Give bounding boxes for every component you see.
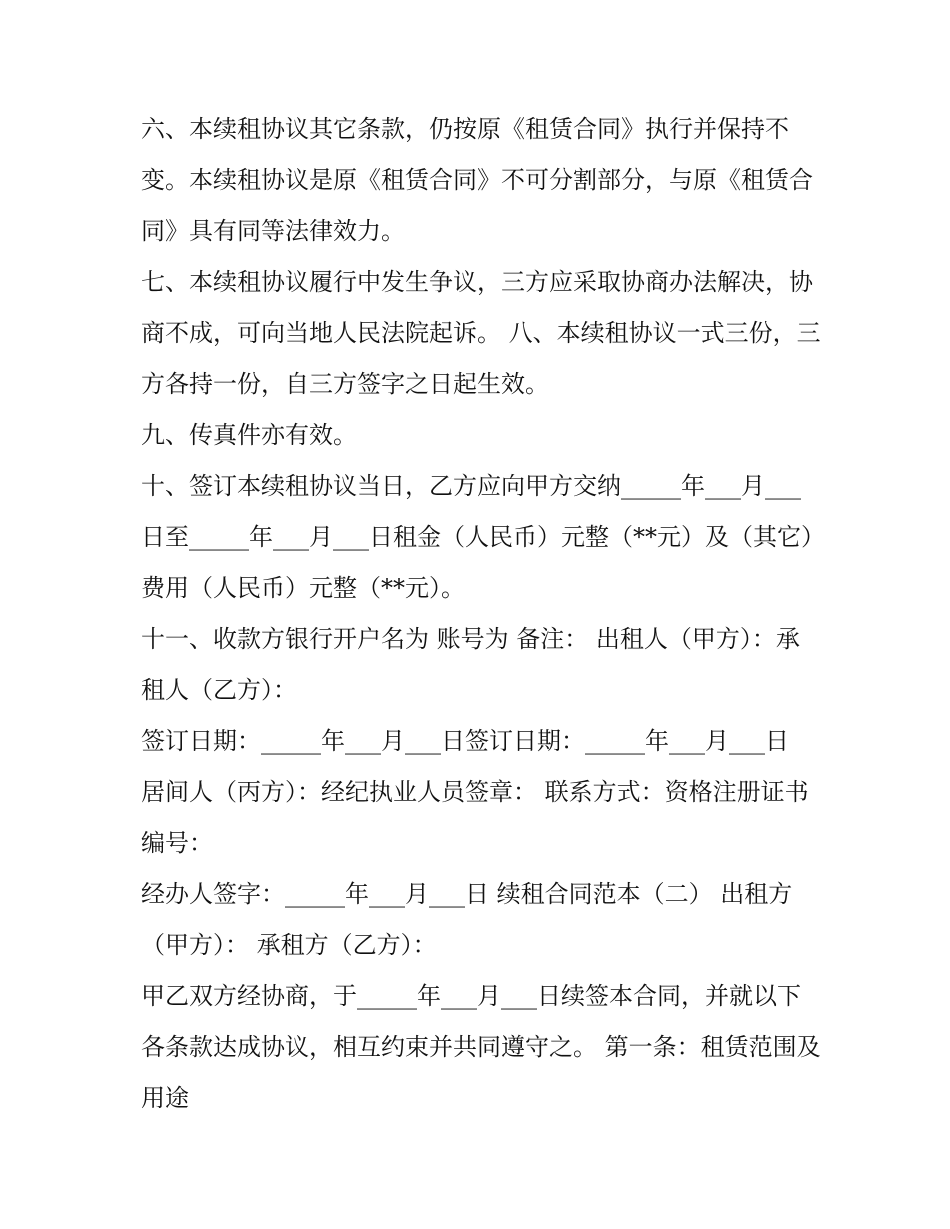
- clause-11-paragraph: 十一、收款方银行开户名为 账号为 备注： 出租人（甲方）：承租人（乙方）：: [141, 625, 800, 704]
- clause-9-paragraph: 九、传真件亦有效。: [141, 421, 357, 449]
- signing-date-line: 签订日期：_____年___月___日签订日期：_____年___月___日: [141, 727, 789, 755]
- handler-signature-paragraph: 经办人签字：_____年___月___日 续租合同范本（二） 出租方（甲方）： 承租方（乙方）：: [141, 880, 793, 959]
- clause-7-8-paragraph: 七、本续租协议履行中发生争议，三方应采取协商办法解决，协商不成，可向当地人民法院起诉。 八、本续租协议一式三份，三方各持一份，自三方签字之日起生效。: [141, 268, 821, 398]
- document-body: [141, 104, 821, 1124]
- clause-10-paragraph: 十、签订本续租协议当日，乙方应向甲方交纳_____年___月___日至_____年___月___日租金（人民币）元整（**元）及（其它）费用（人民币）元整（**元）。: [141, 472, 813, 602]
- intermediary-paragraph: 居间人（丙方）：经纪执业人员签章： 联系方式：资格注册证书编号：: [141, 778, 809, 857]
- agreement-intro-paragraph: 甲乙双方经协商，于_____年___月___日续签本合同，并就以下各条款达成协议，相互约束并共同遵守之。 第一条：租赁范围及用途: [141, 982, 821, 1112]
- clause-6-paragraph: 六、本续租协议其它条款，仍按原《租赁合同》执行并保持不变。本续租协议是原《租赁合同》不可分割部分，与原《租赁合同》具有同等法律效力。: [141, 115, 813, 245]
